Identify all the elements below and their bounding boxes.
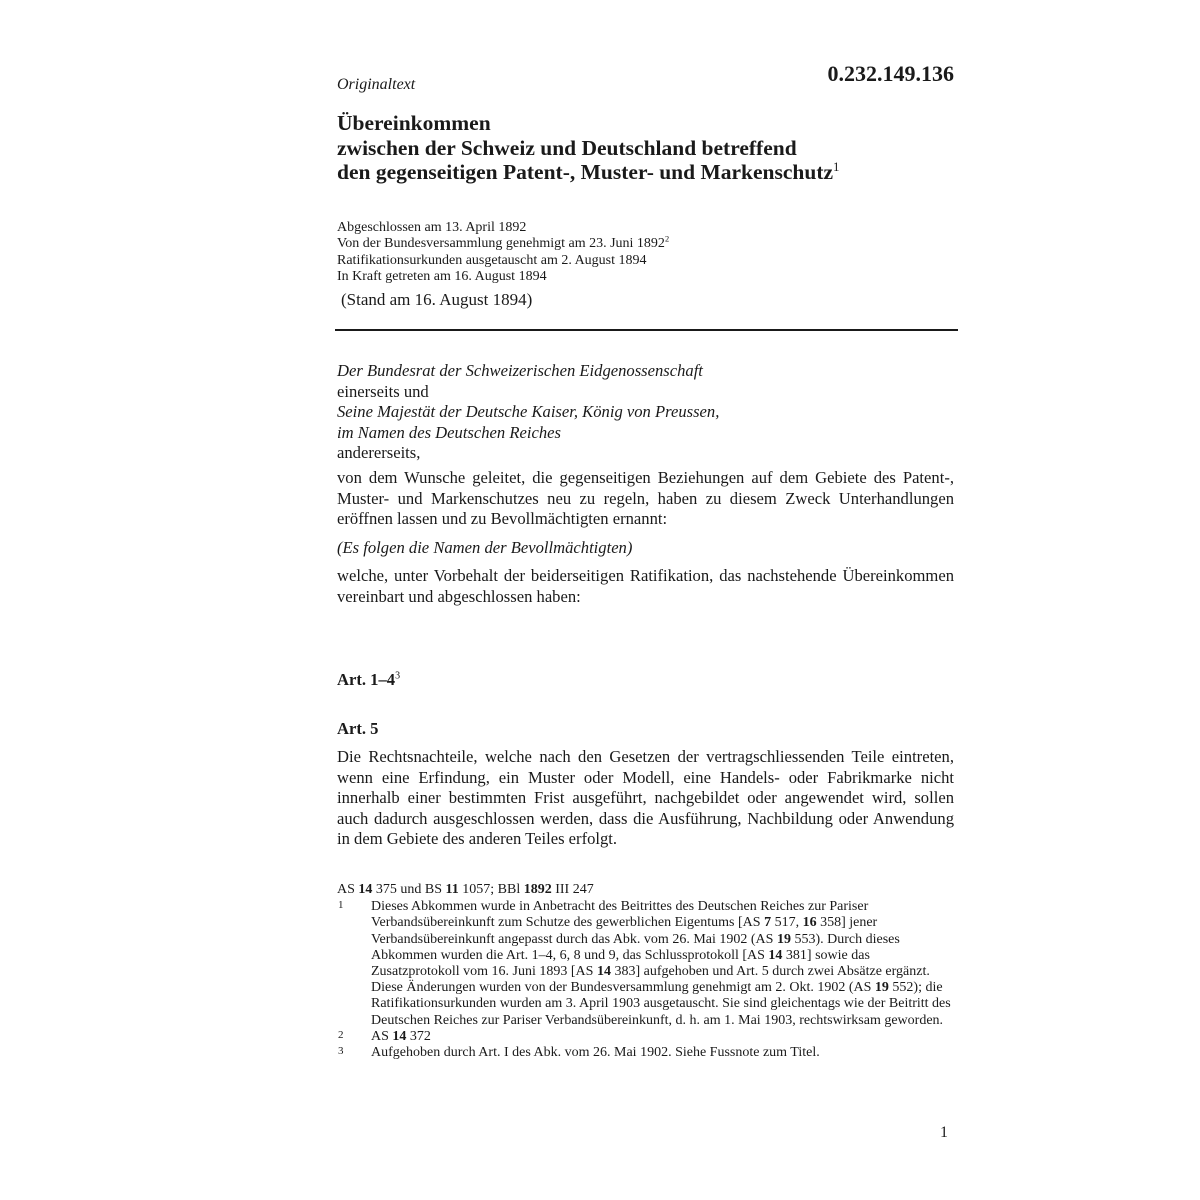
plenipotentiaries-note: (Es folgen die Namen der Bevollmächtigten) — [337, 538, 633, 557]
footnote-3: 3 Aufgehoben durch Art. I des Abk. vom 26. Mai 1902. Siehe Fussnote zum Titel. — [338, 1045, 820, 1061]
footnote-1: 1 Dieses Abkommen wurde in Anbetracht des Beitrittes des Deutschen Reiches zur Pariser Verbandsübereinkunft zum Schutze des gewerblichen Eigentums [AS 7 517, 16 358] jener Verbandsübereinkunft angepasst durch das Abk. vom 26. Mai 1902 (AS 19 553). Durch dieses Abkommen wurden die Art. 1–4, 6, 8 und 9, das Schlussprotokoll [AS 14 381] sowie das Zusatzprotokoll vom 16. Juni 1893 [AS 14 383] aufgehoben und Art. 5 durch zwei Absätze ergänzt. Diese Änderungen wurden von der Bundesversammlung genehmigt am 2. Okt. 1902 (AS 19 552); die Ratifikationsurkunden wurden am 3. April 1903 ausgetauscht. Sie sind gleichentags wie der Beitritt des Deutschen Reiches zur Pariser Verbandsübereinkunft, d. h. am 1. Mai 1903, rechtswirksam geworden. — [338, 899, 951, 1028]
article-5-heading: Art. 5 — [337, 719, 379, 738]
article-1-4-heading-text: Art. 1–4 — [337, 670, 396, 689]
preamble-paragraph-2: welche, unter Vorbehalt der beiderseitigen Ratifikation, das nachstehende Übereinkommen vereinbart und abgeschlossen haben: — [337, 566, 954, 606]
article-1-4-heading — [337, 670, 400, 690]
preamble-parties — [337, 361, 954, 464]
document-title — [337, 111, 840, 185]
party-2-line-1: Seine Majestät der Deutsche Kaiser, König von Preussen, — [337, 402, 720, 421]
title-line-2: zwischen der Schweiz und Deutschland betreffend — [337, 135, 797, 160]
treaty-metadata — [337, 220, 669, 285]
footnote-ref-2[interactable]: 2 — [664, 234, 670, 244]
preamble-paragraph-1: von dem Wunsche geleitet, die gegenseitigen Beziehungen auf dem Gebiete des Patent-, Muster- und Markenschutzes neu zu regeln, haben zu diesem Zweck Unterhandlungen eröffnen lassen und zu Bevollmächtigten ernannt: — [337, 468, 954, 528]
title-line-1: Übereinkommen — [337, 111, 491, 135]
party-1: Der Bundesrat der Schweizerischen Eidgenossenschaft — [337, 361, 703, 380]
footnote-2: 2 AS 14 372 — [338, 1028, 431, 1044]
party-2-side: andererseits, — [337, 443, 421, 462]
sr-number: 0.232.149.136 — [827, 61, 954, 86]
footnote-ref-1[interactable]: 1 — [833, 159, 840, 174]
source-reference: AS 14 375 und BS 11 1057; BBl 1892 III 247 — [337, 882, 594, 897]
approved-date-text: Von der Bundesversammlung genehmigt am 23. Juni 1892 — [337, 236, 665, 252]
header-divider — [335, 329, 958, 331]
concluded-date: Abgeschlossen am 13. April 1892 — [337, 220, 527, 235]
party-2-line-2: im Namen des Deutschen Reiches — [337, 422, 561, 442]
in-force-date: In Kraft getreten am 16. August 1894 — [337, 268, 547, 284]
footnote-1-number: 1 — [338, 899, 344, 912]
footnote-2-number: 2 — [338, 1028, 344, 1041]
article-5-text: Die Rechtsnachteile, welche nach den Gesetzen der vertragschliessenden Teile eintreten, wenn eine Erfindung, ein Muster oder Modell, eine Handels- oder Fabrikmarke nicht innerhalb einer bestimmten Frist ausgeführt, nachgebildet oder angewendet wird, sollen auch dadurch ausgeschlossen werden, dass die Ausführung, Nachbildung oder Anwendung in dem Gebiete des anderen Teiles erfolgt. — [337, 747, 954, 848]
title-line-3 — [337, 160, 840, 185]
footnote-3-number: 3 — [338, 1045, 344, 1058]
party-1-side: einerseits und — [337, 381, 429, 401]
footnote-ref-3[interactable]: 3 — [395, 670, 401, 682]
status-date: (Stand am 16. August 1894) — [341, 290, 533, 309]
page-number: 1 — [940, 1124, 948, 1141]
footnotes — [337, 882, 954, 1061]
title-line-3-text: den gegenseitigen Patent-, Muster- und Markenschutz — [337, 160, 834, 184]
approved-date — [337, 236, 669, 252]
original-text-label: Originaltext — [337, 76, 416, 93]
ratified-date: Ratifikationsurkunden ausgetauscht am 2. August 1894 — [337, 252, 647, 268]
